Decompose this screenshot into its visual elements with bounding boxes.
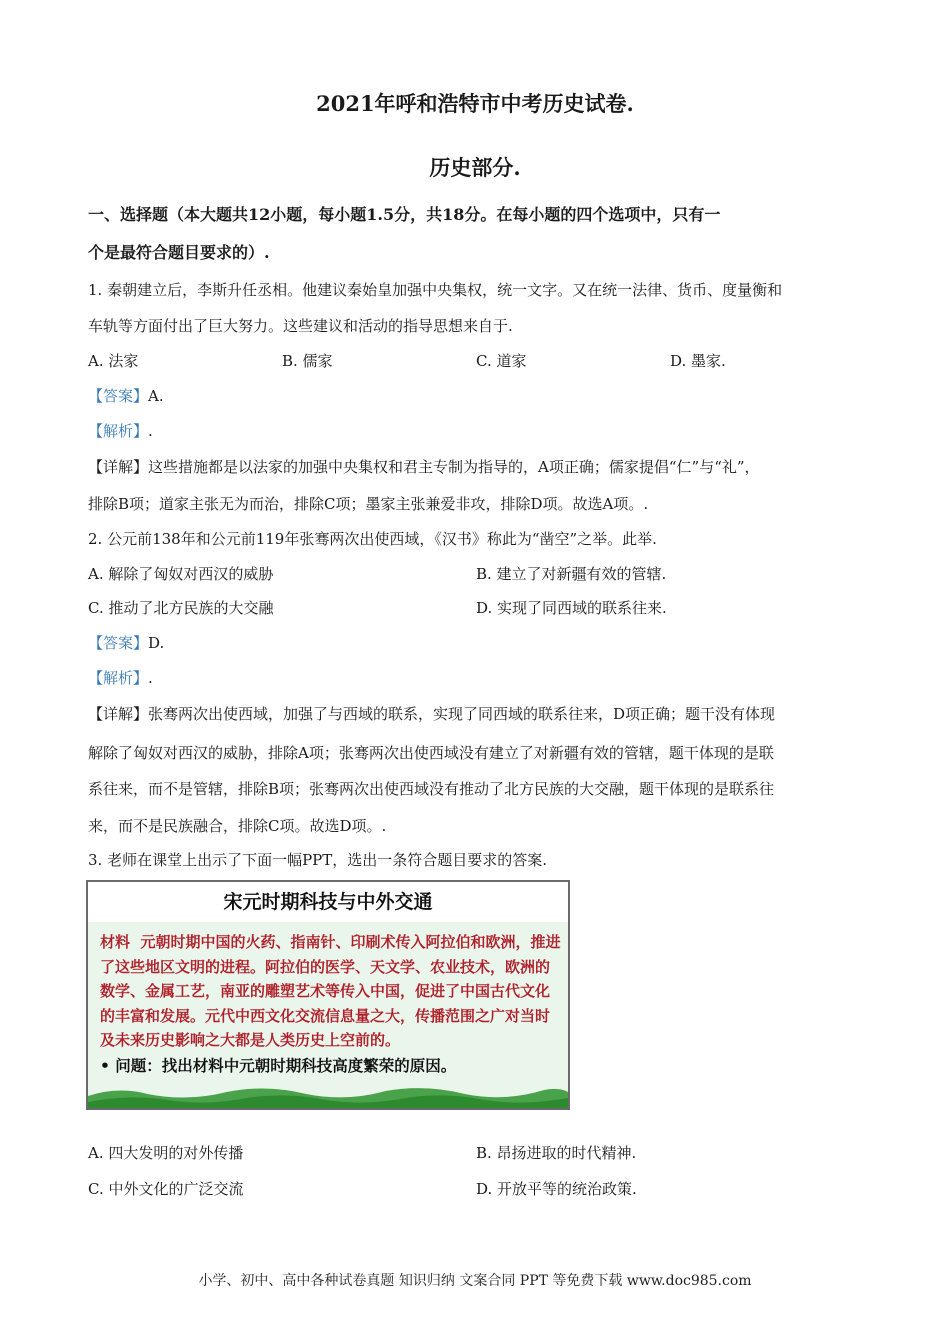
analysis-tag: 【解析】	[88, 422, 149, 440]
q1-option-d: D. 墨家.	[670, 352, 726, 370]
q1-stem-line2: 车轨等方面付出了巨大努力。这些建议和活动的指导思想来自于.	[88, 317, 513, 335]
q3-option-d: D. 开放平等的统治政策.	[476, 1180, 637, 1198]
analysis-tag: 【解析】	[88, 669, 149, 687]
q1-analysis	[88, 421, 153, 441]
q2-analysis	[88, 668, 153, 688]
q2-option-d: D. 实现了同西域的联系往来.	[476, 599, 667, 617]
page-footer: 小学、初中、高中各种试卷真题 知识归纳 文案合同 PPT 等免费下载 www.doc985.com	[198, 1273, 752, 1289]
page-title: 2021年呼和浩特市中考历史试卷.	[316, 91, 634, 116]
page-subtitle: 历史部分.	[429, 155, 521, 180]
q1-detail-line2: 排除B项；道家主张无为而治，排除C项；墨家主张兼爱非攻，排除D项。故选A项。.	[88, 495, 649, 513]
ppt-slide-image	[86, 880, 570, 1110]
q3-option-c: C. 中外文化的广泛交流	[88, 1180, 244, 1198]
q2-answer	[88, 633, 164, 653]
ppt-material-label: 材料	[100, 933, 131, 951]
section-heading-line1: 一、选择题（本大题共12小题，每小题1.5分，共18分。在每小题的四个选项中，只有一	[88, 205, 721, 224]
answer-tag: 【答案】	[88, 387, 149, 405]
q1-option-c: C. 道家	[476, 352, 527, 370]
q1-answer-value: A.	[148, 387, 164, 405]
detail-tag: 【详解】	[88, 705, 149, 723]
q1-detail-line1	[88, 457, 760, 477]
q3-option-b: B. 昂扬进取的时代精神.	[476, 1144, 637, 1162]
detail-tag: 【详解】	[88, 458, 149, 476]
q2-stem: 2. 公元前138年和公元前119年张骞两次出使西域，《汉书》称此为“凿空”之举。此举.	[88, 530, 657, 548]
q1-analysis-value: .	[148, 422, 153, 440]
ppt-heading: 宋元时期科技与中外交通	[88, 882, 568, 922]
q2-analysis-value: .	[148, 669, 153, 687]
q2-detail-line2: 解除了匈奴对西汉的威胁，排除A项；张骞两次出使西域没有建立了对新疆有效的管辖，题干体现的是联	[88, 744, 774, 762]
q2-detail-text1: 张骞两次出使西域，加强了与西域的联系，实现了同西域的联系往来，D项正确；题干没有体现	[148, 705, 776, 723]
q3-stem: 3. 老师在课堂上出示了下面一幅PPT，选出一条符合题目要求的答案.	[88, 851, 548, 869]
q1-option-b: B. 儒家	[282, 352, 333, 370]
section-heading-line2: 个是最符合题目要求的）.	[88, 243, 270, 262]
q2-option-a: A. 解除了匈奴对西汉的威胁	[88, 565, 274, 583]
q2-option-b: B. 建立了对新疆有效的管辖.	[476, 565, 667, 583]
q1-option-a: A. 法家	[88, 352, 139, 370]
answer-tag: 【答案】	[88, 634, 149, 652]
q2-detail-line3: 系往来，而不是管辖，排除B项；张骞两次出使西域没有推动了北方民族的大交融，题干体现的是联系往	[88, 780, 775, 798]
q2-option-c: C. 推动了北方民族的大交融	[88, 599, 274, 617]
ppt-question: • 问题：找出材料中元朝时期科技高度繁荣的原因。	[100, 1057, 457, 1075]
grass-decoration	[88, 1082, 568, 1108]
q1-detail-text1: 这些措施都是以法家的加强中央集权和君主专制为指导的，A项正确；儒家提倡“仁”与“礼”，	[148, 458, 760, 476]
ppt-material	[100, 930, 562, 1053]
q2-detail-line1	[88, 704, 775, 724]
q1-stem-line1: 1. 秦朝建立后，李斯升任丞相。他建议秦始皇加强中央集权，统一文字。又在统一法律、货币、度量衡和	[88, 281, 783, 299]
q2-detail-line4: 来，而不是民族融合，排除C项。故选D项。.	[88, 817, 387, 835]
q2-answer-value: D.	[148, 634, 165, 652]
q1-answer	[88, 386, 164, 406]
ppt-material-text: 元朝时期中国的火药、指南针、印刷术传入阿拉伯和欧洲，推进了这些地区文明的进程。阿拉伯的医学、天文学、农业技术，欧洲的数学、金属工艺，南亚的雕塑艺术等传入中国，促进了中国古代文化的丰富和发展。元代中西文化交流信息量之大，传播范围之广对当时及未来历史影响之大都是人类历史上空前的。	[100, 933, 561, 1049]
q3-option-a: A. 四大发明的对外传播	[88, 1144, 244, 1162]
